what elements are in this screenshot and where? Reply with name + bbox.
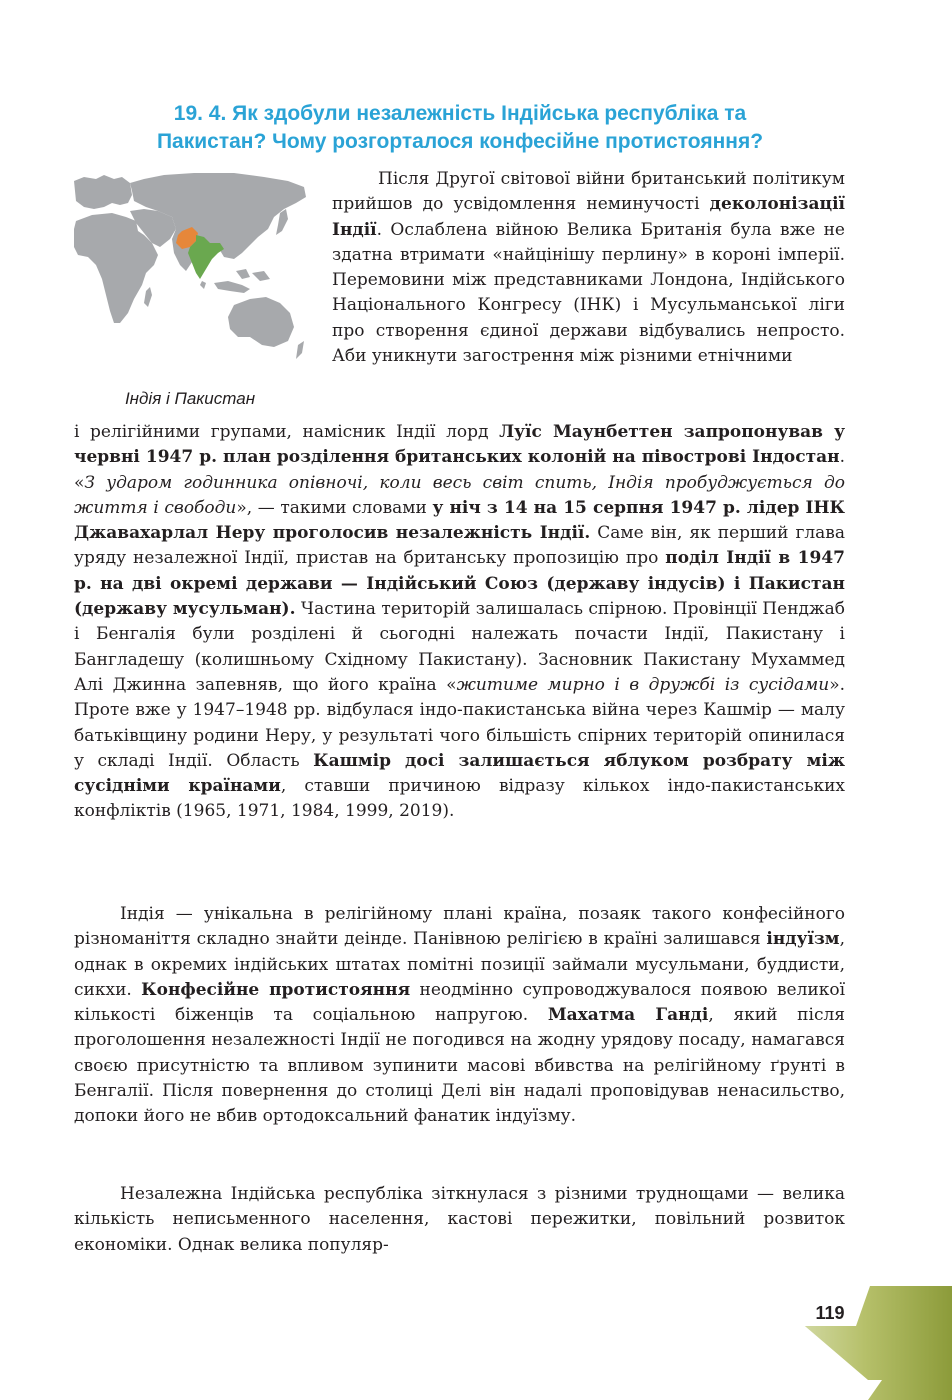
map-europe bbox=[74, 175, 132, 209]
map-madagascar bbox=[144, 287, 152, 307]
world-map-figure bbox=[74, 173, 306, 377]
p1-run: і релігійними групами, намісник Індії лорд bbox=[74, 422, 500, 442]
p2-run: Індія — унікальна в релігійному плані країна, позаяк такого конфесійного різноманіття складно знайти деінде. Панівною релігією в країні залишався bbox=[74, 904, 845, 950]
map-india-pakistan bbox=[74, 173, 306, 377]
p2-run: індуїзм bbox=[766, 929, 840, 950]
p2-run: Махатма Ганді bbox=[547, 1005, 709, 1026]
p1-run: Саме він, як перший глава уряду незалежної Індії, пристав на британську пропозицію про bbox=[74, 523, 845, 569]
paragraph-difficulties bbox=[74, 1182, 845, 1258]
map-sri-lanka bbox=[200, 281, 206, 289]
p1-run: житиме мирно і в дружбі із сусідами bbox=[456, 674, 830, 695]
figure-caption: Індія і Пакистан bbox=[124, 389, 256, 408]
intro-paragraph bbox=[332, 167, 845, 369]
map-australia bbox=[228, 297, 294, 347]
intro-run: . Ослаблена війною Велика Британія була вже не здатна втримати «найцінішу перлину» в короні імперії. Перемовини між представниками Лондона, Індійського Національного Конгресу (ІНК) і Мусульманської ліги про створення єдиної держави відбувались непросто. Аби уникнути загострення між різними етнічними bbox=[332, 219, 845, 367]
heading-line-2: Пакистан? Чому розгорталося конфесійне протистояння? bbox=[156, 130, 764, 153]
map-indonesia bbox=[214, 269, 270, 293]
p1-run: Кашмір досі залишається яблуком розбрату між сусідніми країнами bbox=[74, 750, 845, 797]
p1-run: поділ Індії в 1947 р. на дві окремі держави — Індійський Союз (державу індусів) і Пакистан (державу мусульман). bbox=[74, 548, 845, 620]
p2-run: Конфесійне протистояння bbox=[141, 979, 411, 1000]
p1-run: Частина територій залишалась спірною. Провінції Пенджаб і Бенгалія були розділені й сьогодні належать почасти Індії, Пакистану і Бангладешу (колишньому Східному Пакистану). Засновник Пакистану Мухаммед Алі Джинна запевняв, що його країна « bbox=[74, 599, 845, 695]
p1-run: З ударом годинника опівночі, коли весь світ спить, Індія пробуджується до життя і свободи bbox=[74, 472, 845, 518]
intro-run: деколонізації Індії bbox=[332, 194, 845, 240]
section-heading bbox=[74, 100, 846, 156]
paragraph-religion bbox=[74, 902, 845, 1130]
paragraph-partition bbox=[74, 420, 845, 825]
p3-run: Незалежна Індійська республіка зіткнулася з різними труднощами — велика кількість неписьменного населення, кастові пережитки, повільний розвиток економіки. Однак велика популяр- bbox=[74, 1184, 845, 1255]
p1-run: ». Проте вже у 1947–1948 рр. відбулася індо-пакистанська війна через Кашмір — малу батьківщину родини Неру, у результаті чого більшість спірних територій опинилася у складі Індії. Область bbox=[74, 674, 845, 771]
page-number: 119 bbox=[815, 1303, 845, 1323]
p1-run: у ніч з 14 на 15 серпня 1947 р. лідер ІНК Джавахарлал Неру проголосив незалежність Індії. bbox=[74, 497, 845, 544]
p2-run: , однак в окремих індійських штатах помітні позиції займали мусульмани, буддисти, сикхи. bbox=[74, 929, 845, 1000]
p2-run: неодмінно супроводжувалося появою великої кількості біженців та соціальною напругою. bbox=[74, 979, 846, 1026]
map-new-zealand bbox=[296, 341, 304, 359]
p1-run: . « bbox=[74, 447, 845, 493]
p1-run: », — такими словами bbox=[236, 497, 433, 518]
heading-line-1: 19. 4. Як здобули незалежність Індійська республіка та bbox=[173, 102, 747, 125]
intro-column bbox=[332, 167, 845, 369]
p1-run: Луїс Маунбеттен запропонував у червні 1947 р. план розділення британських колоній на півострові Індостан bbox=[74, 422, 845, 468]
p2-run: , який після проголошення незалежності Індії не погодився на жодну урядову посаду, намагався своєю присутністю та впливом зупинити масові вбивства на релігійному ґрунті в Бенгалії. Після повернення до столиці Делі він надалі проповідував ненасильство, допоки його не вбив ортодоксальний фанатик індуїзму. bbox=[74, 1005, 845, 1127]
intro-run: Після Другої світової війни британський політикум прийшов до усвідомлення неминучості bbox=[332, 169, 845, 215]
p1-run: , ставши причиною відразу кількох індо-пакистанських конфліктів (1965, 1971, 1984, 1999, 2019). bbox=[74, 776, 845, 822]
